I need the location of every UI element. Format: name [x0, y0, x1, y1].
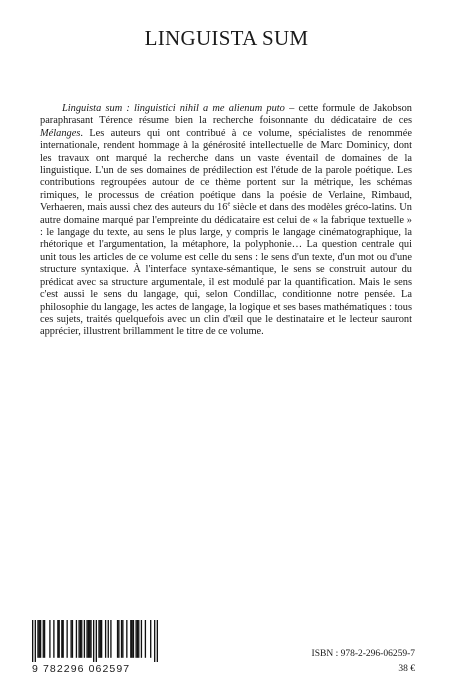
- barcode-bar: [40, 620, 41, 658]
- barcode-bar: [70, 620, 71, 658]
- barcode-bar: [37, 620, 38, 658]
- ean-barcode: [32, 620, 158, 662]
- barcode-bar: [78, 620, 79, 658]
- barcode-bar: [66, 620, 67, 658]
- barcode-bar: [80, 620, 81, 658]
- barcode-bar: [72, 620, 73, 658]
- barcode-bar: [84, 620, 85, 658]
- book-title: LINGUISTA SUM: [144, 26, 309, 50]
- barcode-bar: [93, 620, 94, 662]
- isbn-number: ISBN : 978-2-296-06259-7: [311, 649, 415, 659]
- barcode-bar: [122, 620, 123, 658]
- barcode-bar: [137, 620, 138, 658]
- barcode-bar: [118, 620, 119, 658]
- barcode-bar: [88, 620, 89, 658]
- barcode-bar: [35, 620, 36, 662]
- back-cover-text: [40, 103, 412, 339]
- barcode-bar: [101, 620, 102, 658]
- price-label: 38 €: [398, 664, 415, 674]
- barcode-bar: [154, 620, 155, 662]
- barcode-bar: [105, 620, 106, 658]
- barcode-bar: [126, 620, 127, 658]
- barcode-bar: [57, 620, 58, 658]
- melanges-italic: Mélanges: [40, 127, 81, 139]
- barcode-bar: [49, 620, 50, 658]
- barcode-bar: [150, 620, 151, 658]
- barcode-bar: [90, 620, 91, 658]
- barcode-bar: [43, 620, 44, 658]
- text-segment-1: – cette formule de Jakobson paraphrasant Térence résume bien la recherche foisonnante du dédicataire de ces: [40, 103, 413, 127]
- barcode-bar: [63, 620, 64, 658]
- barcode-bar: [110, 620, 111, 658]
- barcode-bar: [44, 620, 45, 658]
- barcode-bar: [108, 620, 109, 658]
- barcode-bar: [121, 620, 122, 658]
- barcode-bar: [76, 620, 77, 658]
- latin-quote: Linguista sum : linguistici nihil a me alienum puto: [62, 103, 285, 114]
- barcode-bar: [81, 620, 82, 658]
- barcode-block: [32, 620, 158, 675]
- barcode-bar: [98, 620, 99, 658]
- barcode-bar: [86, 620, 87, 658]
- barcode-bar: [61, 620, 62, 658]
- barcode-bar: [117, 620, 118, 658]
- text-segment-3: siècle et dans des modèles gréco-latins. Un autre domaine marqué par l'empreinte du dédicataire est celui de « la fabrique textuelle » : le langage du texte, au sens le plus large, y compris le langage cinématographique, la rhétorique et l'argumentation, la métaphore, la polyphonie… La question centrale qui unit tous les articles de ce volume est celle du sens : le sens d'un texte, d'un mot ou d'une structure syntaxique. À l'interface syntaxe-sémantique, le sens se construit autour du prédicat avec sa structure argumentale, il est modulé par la quantification. Mais le sens c'est aussi le sens du langage, qui, selon Condillac, conditionne notre pensée. La philosophie du langage, les actes de langage, la logique et ses bases mathématiques : tous ces sujets, traités quelquefois avec un clin d'œil que le destinataire et le lecteur sauront apprécier, illustrent brillamment le titre de ce volume.: [40, 202, 412, 338]
- barcode-bar: [145, 620, 146, 658]
- barcode-bar: [53, 620, 54, 658]
- barcode-digits: 9 782296 062597: [32, 663, 131, 675]
- barcode-bar: [100, 620, 101, 658]
- barcode-bar: [32, 620, 33, 662]
- barcode-bar: [59, 620, 60, 658]
- barcode-bar: [39, 620, 40, 658]
- barcode-bar: [133, 620, 134, 658]
- barcode-bar: [89, 620, 90, 658]
- barcode-bar: [96, 620, 97, 662]
- barcode-bar: [135, 620, 136, 658]
- century-superscript: e: [227, 200, 231, 208]
- barcode-bar: [130, 620, 131, 658]
- text-segment-2: . Les auteurs qui ont contribué à ce volume, spécialistes de renommée internationale, rendent hommage à la générosité intellectuelle de Marc Dominicy, dont les travaux ont marqué la recherche dans un vaste éventail de domaines de la linguistique. L'un de ses domaines de prédilection est l'étude de la parole poétique. Les contributions regroupées autour de ce thème portent sur la métrique, les schémas rimiques, le processus de création poétique dans la poésie de Verlaine, Rimbaud, Verhaeren, mais aussi chez des auteurs du 16: [40, 127, 412, 214]
- barcode-bar: [157, 620, 158, 662]
- barcode-bar: [131, 620, 132, 658]
- barcode-bar: [138, 620, 139, 658]
- barcode-bar: [141, 620, 142, 658]
